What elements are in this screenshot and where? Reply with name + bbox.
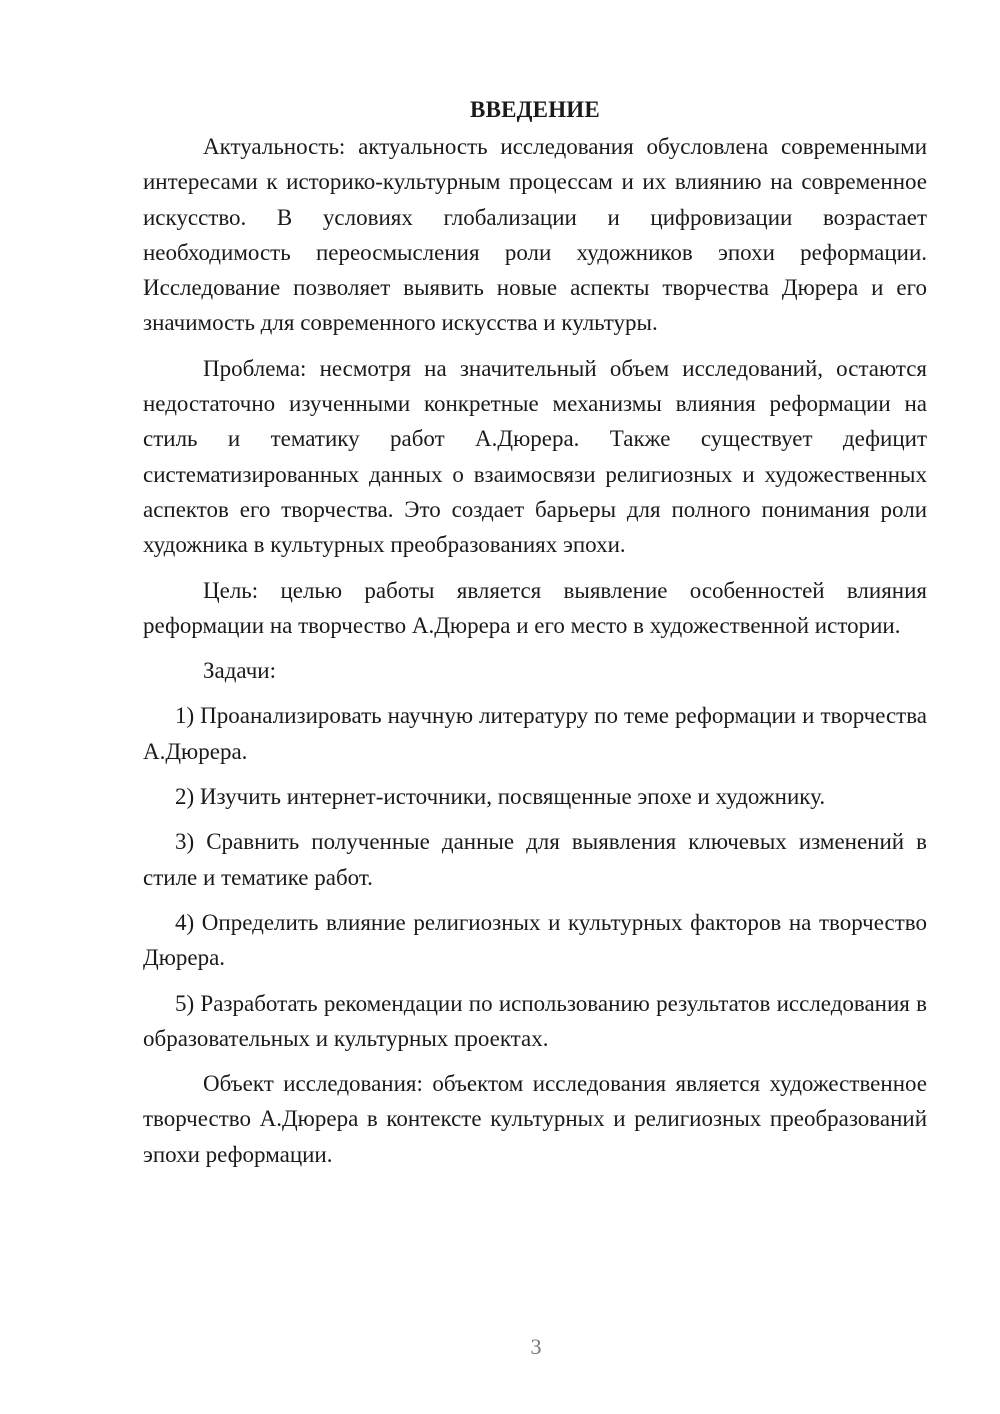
paragraph-tasks-heading: Задачи: (203, 658, 276, 684)
paragraph-problem: Проблема: несмотря на значительный объем исследований, остаются недостаточно изученными конкретные механизмы влияния реформации на стиль и тематику работ А.Дюрера. Также существует дефицит систематизированных данных о взаимосвязи религиозных и художественных аспектов его творчества. Это создает барьеры для полного понимания роли художника в культурных преобразованиях эпохи. (143, 355, 927, 558)
task-item-4: 4) Определить влияние религиозных и культурных факторов на творчество Дюрера. (143, 909, 927, 971)
page-title: ВВЕДЕНИЕ (470, 97, 600, 122)
paragraph-object: Объект исследования: объектом исследования является художественное творчество А.Дюрера в контексте культурных и религиозных преобразований эпохи реформации. (143, 1071, 927, 1167)
task-item-1: 1) Проанализировать научную литературу по теме реформации и творчества А.Дюрера. (143, 703, 927, 764)
task-item-3: 3) Сравнить полученные данные для выявления ключевых изменений в стиле и тематике работ. (143, 829, 927, 890)
task-item-5: 5) Разработать рекомендации по использованию результатов исследования в образовательных и культурных проектах. (143, 990, 927, 1051)
document-page (143, 92, 927, 1182)
task-item-2: 2) Изучить интернет-источники, посвященные эпохе и художнику. (175, 784, 826, 810)
paragraph-relevance: Актуальность: актуальность исследования обусловлена современными интересами к историко-культурным процессам и их влиянию на современное искусство. В условиях глобализации и цифровизации возрастает необходимость переосмысления роли художников эпохи реформации. Исследование позволяет выявить новые аспекты творчества Дюрера и его значимость для современного искусства и культуры. (143, 134, 927, 336)
page-number: 3 (530, 1334, 542, 1359)
paragraph-goal: Цель: целью работы является выявление особенностей влияния реформации на творчество А.Дюрера и его место в художественной истории. (143, 577, 927, 638)
